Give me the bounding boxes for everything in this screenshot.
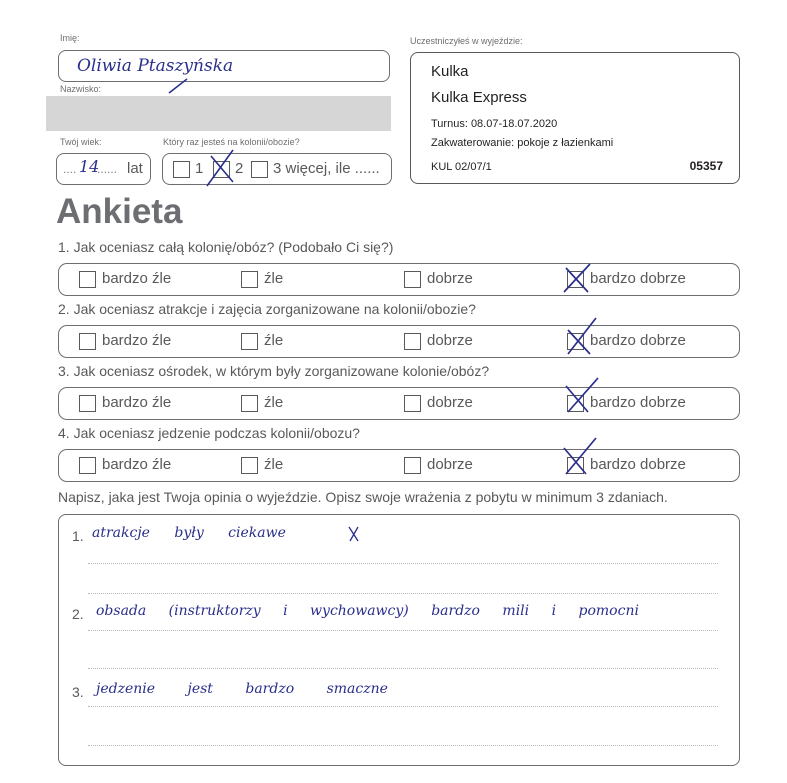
q1-option-dobrze: dobrze [427,270,473,287]
pen-stroke [165,75,195,97]
writing-line [88,668,718,669]
writing-line [88,630,718,631]
age-unit: lat [127,160,143,177]
times-checkbox-1[interactable] [173,161,190,178]
q4-checkbox-bardzo-zle[interactable] [79,457,96,474]
q3-option-zle: źle [264,394,284,411]
q3-checkbox-bardzo-dobrze[interactable] [567,395,584,412]
q3-option-bardzo-zle: bardzo źle [102,394,172,411]
q1-option-bardzo-dobrze: bardzo dobrze [590,270,686,287]
q2-checkbox-dobrze[interactable] [404,333,421,350]
question-1-options [58,263,740,296]
q4-option-zle: źle [264,456,284,473]
question-3-options [58,387,740,420]
age-field[interactable]: .... 14 ...... lat [56,153,151,185]
first-name-label: Imię: [60,33,80,43]
writing-line [88,706,718,707]
trip-accommodation: Zakwaterowanie: pokoje z łazienkami [431,137,614,149]
question-4-text: 4. Jak oceniasz jedzenie podczas kolonii/obozu? [58,425,360,441]
q4-checkbox-dobrze[interactable] [404,457,421,474]
opinion-3-text: jedzenie jest bardzo smaczne [96,681,388,697]
question-1-text: 1. Jak oceniasz całą kolonię/obóz? (Podobało Ci się?) [58,239,394,255]
q1-option-zle: źle [264,270,284,287]
trip-number: 05357 [689,159,723,173]
trip-code: KUL 02/07/1 [431,161,492,173]
times-checkbox-2[interactable] [213,161,230,178]
trip-line-2: Kulka Express [431,89,527,106]
times-option-3: 3 więcej, ile ...... [273,160,380,177]
last-name-label: Nazwisko: [60,84,102,94]
trip-label: Uczestniczyłeś w wyjeździe: [410,36,523,46]
q2-option-dobrze: dobrze [427,332,473,349]
age-dots: ...... [97,162,118,176]
q3-checkbox-dobrze[interactable] [404,395,421,412]
trip-line-1: Kulka [431,63,469,80]
q2-option-bardzo-zle: bardzo źle [102,332,172,349]
writing-line [88,563,718,564]
q2-option-zle: źle [264,332,284,349]
trip-box [410,52,740,184]
q2-option-bardzo-dobrze: bardzo dobrze [590,332,686,349]
q4-option-bardzo-zle: bardzo źle [102,456,172,473]
q4-option-bardzo-dobrze: bardzo dobrze [590,456,686,473]
opinion-2-text: obsada (instruktorzy i wychowawcy) bardzo mili i pomocni [96,603,639,619]
times-field [162,153,392,185]
opinion-area[interactable] [58,514,740,766]
q2-checkbox-bardzo-zle[interactable] [79,333,96,350]
q1-checkbox-dobrze[interactable] [404,271,421,288]
name-field[interactable] [58,50,390,82]
redacted-last-name [46,96,391,131]
q1-option-bardzo-zle: bardzo źle [102,270,172,287]
trip-turnus: Turnus: 08.07-18.07.2020 [431,118,558,130]
q3-checkbox-zle[interactable] [241,395,258,412]
times-label: Który raz jesteś na kolonii/obozie? [163,137,300,147]
opinion-3-number: 3. [72,684,84,700]
q2-checkbox-bardzo-dobrze[interactable] [567,333,584,350]
page-title: Ankieta [56,192,183,231]
question-4-options [58,449,740,482]
q1-checkbox-bardzo-zle[interactable] [79,271,96,288]
q2-checkbox-zle[interactable] [241,333,258,350]
opinion-prompt: Napisz, jaka jest Twoja opinia o wyjeździe. Opisz swoje wrażenia z pobytu w minimum 3 zdaniach. [58,489,668,505]
question-2-text: 2. Jak oceniasz atrakcje i zajęcia zorganizowane na kolonii/obozie? [58,301,476,317]
opinion-2-number: 2. [72,606,84,622]
opinion-1-text: atrakcje były ciekawe [92,525,286,541]
q3-checkbox-bardzo-zle[interactable] [79,395,96,412]
times-checkbox-3[interactable] [251,161,268,178]
q1-checkbox-bardzo-dobrze[interactable] [567,271,584,288]
q4-checkbox-zle[interactable] [241,457,258,474]
q3-option-dobrze: dobrze [427,394,473,411]
q3-option-bardzo-dobrze: bardzo dobrze [590,394,686,411]
question-2-options [58,325,740,358]
question-3-text: 3. Jak oceniasz ośrodek, w którym były zorganizowane kolonie/obóz? [58,363,490,379]
handwritten-name: Oliwia Ptaszyńska [77,56,234,76]
writing-line [88,593,718,594]
times-option-2: 2 [235,160,244,177]
age-value: 14 [79,157,100,176]
writing-line [88,745,718,746]
q4-option-dobrze: dobrze [427,456,473,473]
q1-checkbox-zle[interactable] [241,271,258,288]
age-label: Twój wiek: [60,137,102,147]
opinion-1-number: 1. [72,528,84,544]
times-option-1: 1 [195,160,204,177]
q4-checkbox-bardzo-dobrze[interactable] [567,457,584,474]
